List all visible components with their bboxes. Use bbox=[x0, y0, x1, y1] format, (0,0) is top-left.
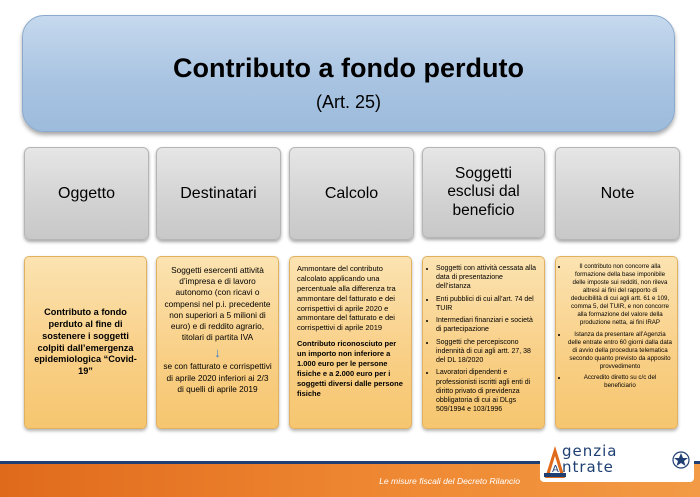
esclusi-list bbox=[427, 264, 539, 415]
list-item: • Soggetti che percepiscono indennità di cui agli artt. 27, 38 del DL 18/2020 bbox=[436, 338, 539, 366]
body-destinatari bbox=[156, 256, 279, 429]
page-subtitle: (Art. 25) bbox=[315, 92, 381, 112]
heading-note: Note bbox=[555, 147, 680, 240]
agenzia-entrate-logo bbox=[540, 442, 694, 482]
logo-wordmark bbox=[562, 444, 618, 476]
oggetto-text: Contributo a fondo perduto al fine di sostenere i soggetti colpiti dall’emergenza epidemiologica “Covid-19” bbox=[34, 306, 137, 377]
list-item: • Accredito diretto su c/c del beneficiario bbox=[568, 374, 672, 390]
heading-soggetti-esclusi: Soggetti esclusi dal beneficio bbox=[422, 147, 545, 238]
body-calcolo bbox=[289, 256, 412, 429]
list-item: • Lavoratori dipendenti e professionisti iscritti agli enti di diritto privato di previdenza obbligatoria di cui ai DLgs 509/1994 e 103/1996 bbox=[436, 368, 539, 414]
arrow-down-icon: ↓ bbox=[214, 345, 221, 361]
logo-initial: A bbox=[552, 464, 559, 475]
footer-caption: Le misure fiscali del Decreto Rilancio bbox=[379, 476, 520, 486]
list-item: • Intermediari finanziari e società di partecipazione bbox=[436, 316, 539, 334]
logo-line-2: ntrate bbox=[562, 457, 614, 476]
list-item: • Enti pubblici di cui all’art. 74 del TUIR bbox=[436, 295, 539, 313]
body-note bbox=[555, 256, 678, 429]
destinatari-text: Soggetti esercenti attività d’impresa e di lavoro autonomo (con ricavi o compensi nel p.i. precedente non superiori a 5 milioni di euro) e di reddito agrario, titolari di partita IVA bbox=[164, 265, 271, 343]
note-list bbox=[559, 263, 672, 390]
title-banner bbox=[22, 15, 675, 132]
heading-calcolo: Calcolo bbox=[289, 147, 414, 240]
logo-line-1: genzia bbox=[562, 442, 618, 460]
body-oggetto bbox=[24, 256, 147, 429]
destinatari-condition: se con fatturato e corrispettivi di aprile 2020 inferiori ai 2/3 di quelli di aprile 2019 bbox=[163, 361, 272, 394]
emblem-icon bbox=[672, 449, 690, 471]
calcolo-amount: Contributo riconosciuto per un importo non inferiore a 1.000 euro per le persone fisiche e a 2.000 euro per i soggetti diversi dalle persone fisiche bbox=[297, 339, 403, 398]
heading-oggetto: Oggetto bbox=[24, 147, 149, 240]
calcolo-text: Ammontare del contributo calcolato applicando una percentuale alla differenza tra ammontare del fatturato e dei corrispettivi di aprile 2020 e ammontare del fatturato e dei corrispettivi di aprile 2019 bbox=[297, 264, 396, 333]
page-title: Contributo a fondo perduto bbox=[173, 53, 524, 83]
list-item: • Istanza da presentare all’Agenzia delle entrate entro 60 giorni dalla data di avvio della procedura telematica secondo quanto previsto da apposito provvedimento bbox=[568, 331, 672, 371]
list-item: • Soggetti con attività cessata alla data di presentazione dell’istanza bbox=[436, 264, 539, 292]
heading-destinatari: Destinatari bbox=[156, 147, 281, 240]
body-soggetti-esclusi bbox=[422, 256, 545, 429]
list-item: • Il contributo non concorre alla formazione della base imponibile delle imposte sui redditi, non rileva altresì ai fini del rapporto di deducibilità di cui agli artt. 61 e 109, comma 5, del TUIR, e non concorre alla formazione del valore della produzione netta, ai fini IRAP bbox=[568, 263, 672, 328]
